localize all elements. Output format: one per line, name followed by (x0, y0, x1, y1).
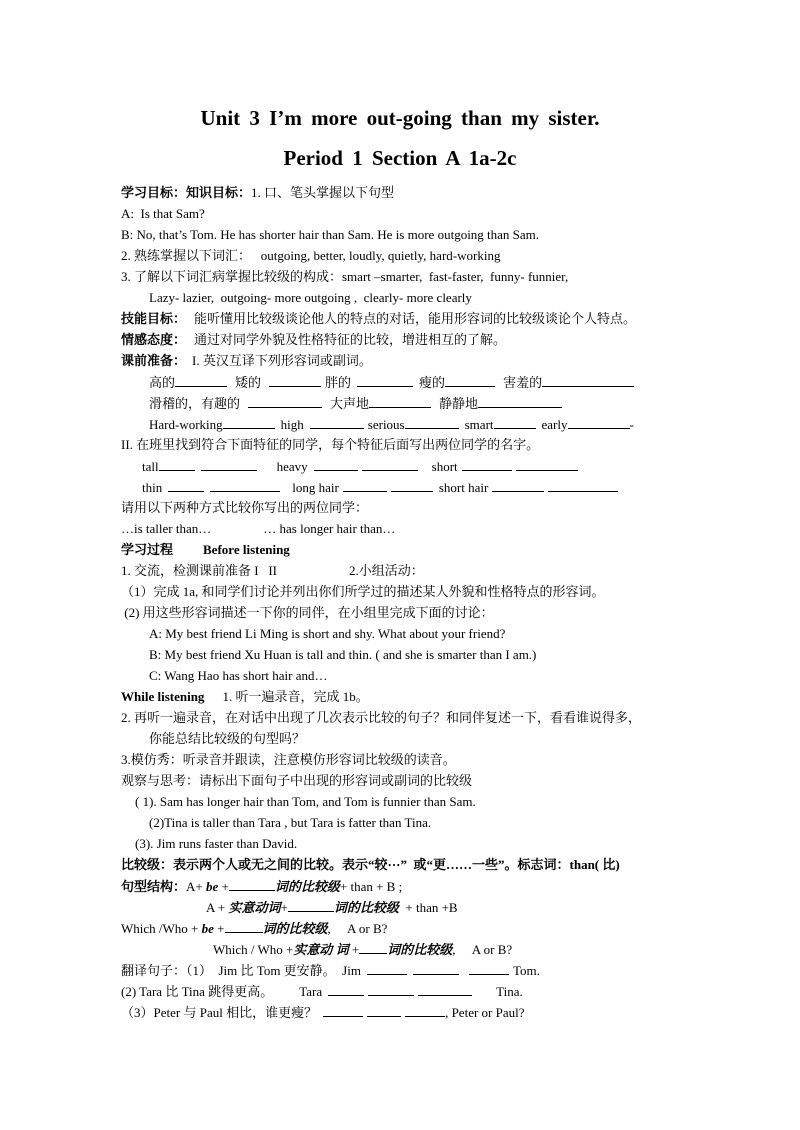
unit-title: Unit 3 I’m more out-going than my sister. (200, 106, 600, 130)
structure-2: A + 实意动词+ 词的比较级 + than +B (206, 900, 458, 915)
observe: 观察与思考：请标出下面句子中出现的形容词或副词的比较级 (121, 773, 473, 788)
traits-row-2: thin long hair short hair (142, 479, 618, 496)
sentence-a: A: Is that Sam? (121, 206, 205, 221)
dialogue-c: C: Wang Hao has short hair and… (149, 668, 328, 683)
listen-again-2: 你能总结比较级的句型吗？ (149, 731, 306, 746)
comparative-forms-line: 3. 了解以下词汇病掌握比较级的构成：smart –smarter, fast-faster, funny- funnier, (121, 269, 569, 284)
listen-again: 2. 再听一遍录音，在对话中出现了几次表示比较的句子？和同伴复述一下，看看谁说得多， (121, 710, 642, 725)
process-sub-2: (2) 用这些形容词描述一下你的同伴，在小组里完成下面的讨论： (121, 605, 494, 620)
process-sub-1: （1）完成 1a, 和同学们讨论并列出你们所学过的描述某人外貌和性格特点的形容词。 (121, 584, 605, 599)
imitate: 3.模仿秀：听录音并跟读，注意模仿形容词比较级的读音。 (121, 752, 456, 767)
objectives-line: 学习目标：知识目标：1. 口、笔头掌握以下句型 (121, 185, 395, 200)
emotion-objective: 情感态度： 通过对同学外貌及性格特征的比较，增进相互的了解。 (121, 332, 507, 347)
period-title: Period 1 Section A 1a-2c (283, 146, 517, 170)
process-heading: 学习过程 Before listening (121, 542, 290, 557)
comparative-forms-line-2: Lazy- lazier, outgoing- more outgoing , clearly- more clearly (149, 290, 472, 305)
structure-1: 句型结构：A+ be + 词的比较级+ than + B ; (121, 879, 403, 894)
example-3: (3). Jim runs faster than David. (135, 836, 298, 851)
translate-3: （3）Peter 与 Paul 相比，谁更瘦？ , Peter or Paul? (121, 1005, 525, 1020)
example-1: ( 1). Sam has longer hair than Tom, and Tom is funnier than Sam. (135, 794, 476, 809)
example-2: (2)Tina is taller than Tara , but Tara is fatter than Tina. (149, 815, 432, 830)
vocab-line: 2. 熟练掌握以下词汇： outgoing, better, loudly, quietly, hard-working (121, 248, 501, 263)
prep-row-3: Hard-working high serious smart early - (149, 417, 634, 432)
structure-3: Which /Who + be + 词的比较级, A or B? (121, 921, 388, 936)
traits-row-1: tall heavy short (142, 458, 578, 475)
prep-part-2: II. 在班里找到符合下面特征的同学，每个特征后面写出两位同学的名字。 (121, 437, 540, 452)
translate-1: 翻译句子：（1） Jim 比 Tom 更安静。 Jim Tom. (121, 963, 540, 978)
translate-2: (2) Tara 比 Tina 跳得更高。 Tara Tina. (121, 984, 523, 999)
skill-objective: 技能目标： 能听懂用比较级谈论他人的特点的对话，能用形容词的比较级谈论个人特点。 (121, 311, 637, 326)
prep-row-1: 高的 矮的 胖的 瘦的 害羞的 (149, 374, 634, 391)
sentence-b: B: No, that’s Tom. He has shorter hair than Sam. He is more outgoing than Sam. (121, 227, 540, 242)
prep-row-2: 滑稽的，有趣的 大声地 静静地 (149, 395, 562, 412)
compare-instruction: 请用以下两种方式比较你写出的两位同学： (121, 500, 369, 515)
while-listening: While listening 1. 听一遍录音，完成 1b。 (121, 689, 369, 704)
prep-heading: 课前准备： I. 英汉互译下列形容词或副词。 (121, 353, 372, 368)
dialogue-b: B: My best friend Xu Huan is tall and thin. ( and she is smarter than I am.) (149, 647, 537, 662)
structure-4: Which / Who +实意动 词 + 词的比较级, A or B? (213, 942, 513, 957)
process-steps: 1. 交流，检测课前准备 I II 2.小组活动： (121, 563, 424, 578)
dialogue-a: A: My best friend Li Ming is short and shy. What about your friend? (149, 626, 506, 641)
comparative-rule: 比较级：表示两个人或无之间的比较。表示“较···” 或“更……一些”。标志词：than( 比) (121, 857, 620, 872)
compare-patterns: …is taller than… … has longer hair than… (121, 521, 396, 536)
